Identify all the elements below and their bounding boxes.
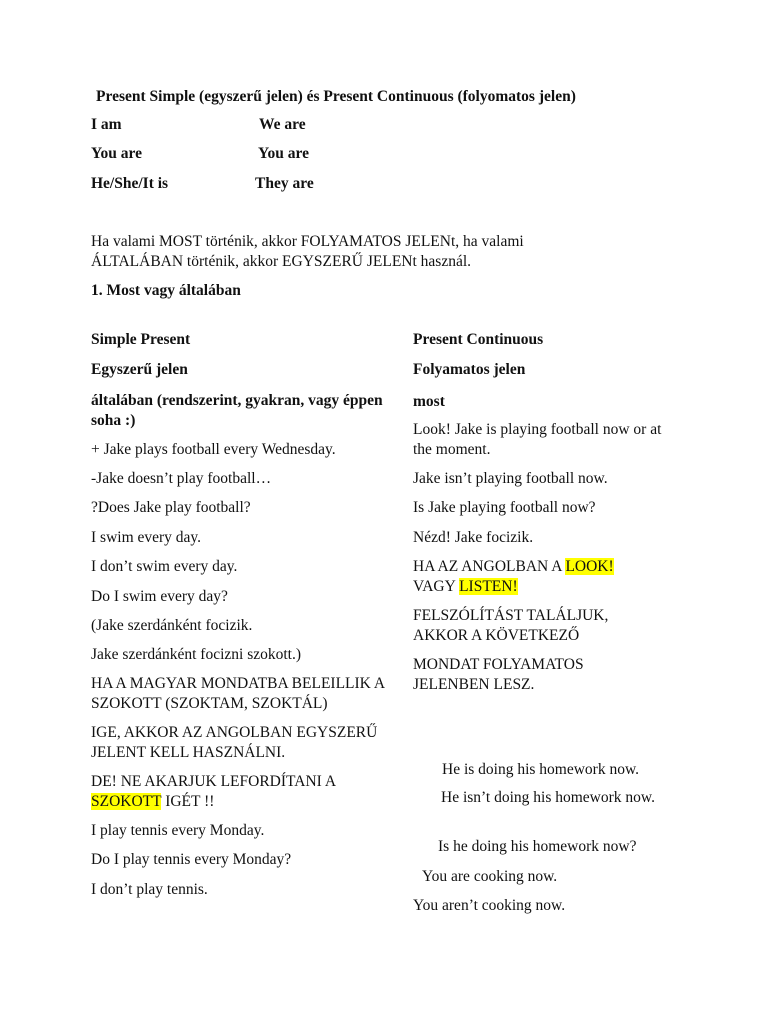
left-example-3: ?Does Jake play football?: [91, 499, 251, 516]
left-example-11: I don’t play tennis.: [91, 881, 208, 898]
highlight-listen: LISTEN!: [459, 578, 518, 595]
right-example-4: Nézd! Jake focizik.: [413, 529, 534, 546]
right-heading-most: most: [413, 393, 445, 410]
be-table-left-3: He/She/It is: [91, 175, 169, 192]
right-example-6: He isn’t doing his homework now.: [441, 789, 655, 806]
left-note-3-part-a: DE! NE AKARJUK LEFORDÍTANI A: [91, 773, 336, 790]
right-heading-folyamatos-jelen: Folyamatos jelen: [413, 361, 526, 378]
intro-line-2: ÁLTALÁBAN történik, akkor EGYSZERŰ JELENt használ.: [91, 253, 472, 270]
right-note-2: FELSZÓLÍTÁST TALÁLJUK, AKKOR A KÖVETKEZŐ: [413, 607, 609, 644]
section-heading: 1. Most vagy általában: [91, 282, 241, 299]
left-note-3: [91, 772, 381, 812]
be-table-right-1: We are: [259, 116, 306, 133]
left-note-2: IGE, AKKOR AZ ANGOLBAN EGYSZERŰ JELENT KELL HASZNÁLNI.: [91, 724, 378, 761]
page-title: Present Simple (egyszerű jelen) és Present Continuous (folyomatos jelen): [96, 88, 576, 105]
left-example-8: Jake szerdánként focizni szokott.): [91, 646, 302, 663]
left-example-1: + Jake plays football every Wednesday.: [91, 441, 336, 458]
right-example-1: Look! Jake is playing football now or at the moment.: [413, 421, 662, 458]
right-note-1-part-a: HA AZ ANGOLBAN A: [413, 558, 566, 575]
intro-line-1: Ha valami MOST történik, akkor FOLYAMATOS JELENt, ha valami: [91, 233, 524, 250]
right-example-8: You are cooking now.: [422, 868, 558, 885]
left-example-6: Do I swim every day?: [91, 588, 228, 605]
right-example-5: He is doing his homework now.: [442, 761, 640, 778]
left-heading-egyszeru-jelen: Egyszerű jelen: [91, 361, 188, 378]
right-example-9: You aren’t cooking now.: [413, 897, 566, 914]
right-heading-present-continuous: Present Continuous: [413, 331, 544, 348]
right-note-1: [413, 557, 653, 597]
left-example-5: I don’t swim every day.: [91, 558, 238, 575]
right-example-7: Is he doing his homework now?: [438, 838, 637, 855]
left-example-10: Do I play tennis every Monday?: [91, 851, 292, 868]
left-note-1: HA A MAGYAR MONDATBA BELEILLIK A SZOKOTT (SZOKTAM, SZOKTÁL): [91, 675, 385, 712]
be-table-left-2: You are: [91, 145, 142, 162]
right-example-3: Is Jake playing football now?: [413, 499, 596, 516]
left-heading-simple-present: Simple Present: [91, 331, 191, 348]
be-table-left-1: I am: [91, 116, 122, 133]
left-example-7: (Jake szerdánként focizik.: [91, 617, 253, 634]
left-example-4: I swim every day.: [91, 529, 202, 546]
right-note-3: MONDAT FOLYAMATOS JELENBEN LESZ.: [413, 656, 584, 693]
left-note-3-part-b: IGÉT !!: [161, 793, 215, 810]
right-example-2: Jake isn’t playing football now.: [413, 470, 608, 487]
be-table-right-2: You are: [258, 145, 309, 162]
left-example-9: I play tennis every Monday.: [91, 822, 265, 839]
be-table-right-3: They are: [255, 175, 314, 192]
highlight-szokott: SZOKOTT: [91, 793, 162, 810]
left-heading-altalaban: általában (rendszerint, gyakran, vagy éppen soha :): [91, 392, 383, 429]
highlight-look: LOOK!: [565, 558, 614, 575]
left-example-2: -Jake doesn’t play football…: [91, 470, 272, 487]
right-note-1-part-b: VAGY: [413, 578, 460, 595]
